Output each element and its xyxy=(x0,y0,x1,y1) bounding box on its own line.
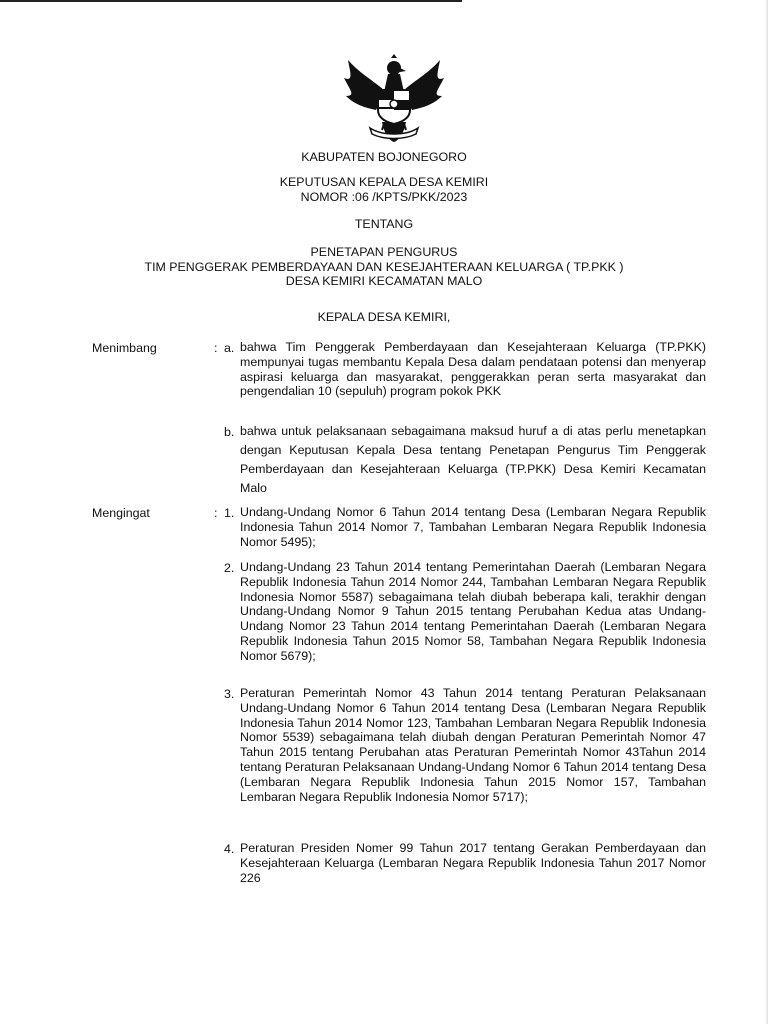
regency-name: KABUPATEN BOJONEGORO xyxy=(301,150,467,164)
menimbang-item-a-mark: a. xyxy=(224,341,235,355)
mengingat-item-2-text: Undang-Undang 23 Tahun 2014 tentang Pemerintahan Daerah (Lembaran Negara Republik Indonesia Tahun 2014 Nomor 244, Tambahan Lembaran Negara Republik Indonesia Nomor 5587) sebagaimana telah diubah beberapa kali, terakhir dengan Undang-Undang Nomor 9 Tahun 2015 tentang Perubahan Kedua atas Undang-Undang Nomor 23 Tahun 2014 tentang Pemerintahan Daerah (Lembaran Negara Republik Indonesia Tahun 2015 Nomor 58, Tambahan Negara Republik Indonesia Nomor 5679); xyxy=(240,560,706,663)
mengingat-item-3-text: Peraturan Pemerintah Nomor 43 Tahun 2014 tentang Peraturan Pelaksanaan Undang-Undang Nomor 6 Tahun 2014 tentang Desa (Lembaran Negara Republik Indonesia Tahun 2014 Nomor 123, Tambahan Lembaran Negara Republik Indonesia Nomor 5539) sebagaimana telah diubah dengan Peraturan Pemerintah Nomor 47 Tahun 2015 tentang Perubahan atas Peraturan Pemerintah Nomor 43Tahun 2014 tentang Peraturan Pelaksanaan Undang-Undang Nomor 6 Tahun 2014 tentang Desa (Lembaran Negara Republik Indonesia Tahun 2015 Nomor 157, Tambahan Lembaran Negara Republik Indonesia Nomor 5717); xyxy=(240,686,706,804)
menimbang-item-b-mark: b. xyxy=(224,425,235,439)
subject-line-2: TIM PENGGERAK PEMBERDAYAAN DAN KESEJAHTERAAN KELUARGA ( TP.PKK ) xyxy=(144,259,624,274)
mengingat-item-3-mark: 3. xyxy=(224,687,235,701)
mengingat-item-1-text: Undang-Undang Nomor 6 Tahun 2014 tentang Desa (Lembaran Negara Republik Indonesia Tahun 2014 Nomor 7, Tambahan Lembaran Negara Republik Indonesia Nomor 5495); xyxy=(240,505,706,549)
official-title: KEPALA DESA KEMIRI, xyxy=(317,310,451,324)
mengingat-item-4-text: Peraturan Presiden Nomer 99 Tahun 2017 tentang Gerakan Pemberdayaan dan Kesejahteraan Keluarga (Lembaran Negara Republik Indonesia Tahun 2017 Nomor 226 xyxy=(240,841,706,885)
mengingat-label: Mengingat xyxy=(92,506,150,520)
mengingat-colon: : xyxy=(214,506,218,520)
subject-heading xyxy=(0,245,768,289)
subject-line-1: PENETAPAN PENGURUS xyxy=(310,245,458,259)
about-heading: TENTANG xyxy=(354,217,414,231)
subject-line-3: DESA KEMIRI KECAMATAN MALO xyxy=(285,274,483,288)
decree-heading xyxy=(0,175,768,204)
menimbang-colon: : xyxy=(214,341,218,355)
mengingat-item-4-mark: 4. xyxy=(224,842,235,856)
decree-title: KEPUTUSAN KEPALA DESA KEMIRI xyxy=(279,175,489,189)
decree-number: NOMOR :06 /KPTS/PKK/2023 xyxy=(300,189,468,204)
mengingat-item-2-mark: 2. xyxy=(224,561,235,575)
garuda-emblem-icon xyxy=(336,52,452,144)
menimbang-item-b-text: bahwa untuk pelaksanaan sebagaimana maksud huruf a di atas perlu menetapkan dengan Keputusan Kepala Desa tentang Penetapan Pengurus Tim Penggerak Pemberdayaan dan Kesejahteraan Keluarga (TP.PKK) Desa Kemiri Kecamatan Malo xyxy=(240,424,706,495)
mengingat-item-1-mark: 1. xyxy=(224,506,235,520)
top-rule xyxy=(0,0,462,2)
menimbang-item-a-text: bahwa Tim Penggerak Pemberdayaan dan Kesejahteraan Keluarga (TP.PKK) mempunyai tugas membantu Kepala Desa dalam pendataan potensi dan menyerap aspirasi keluarga dan masyarakat, penggerakkan peran serta masyarakat dan pengendalian 10 (sepuluh) program pokok PKK xyxy=(240,340,706,399)
menimbang-label: Menimbang xyxy=(92,341,157,355)
